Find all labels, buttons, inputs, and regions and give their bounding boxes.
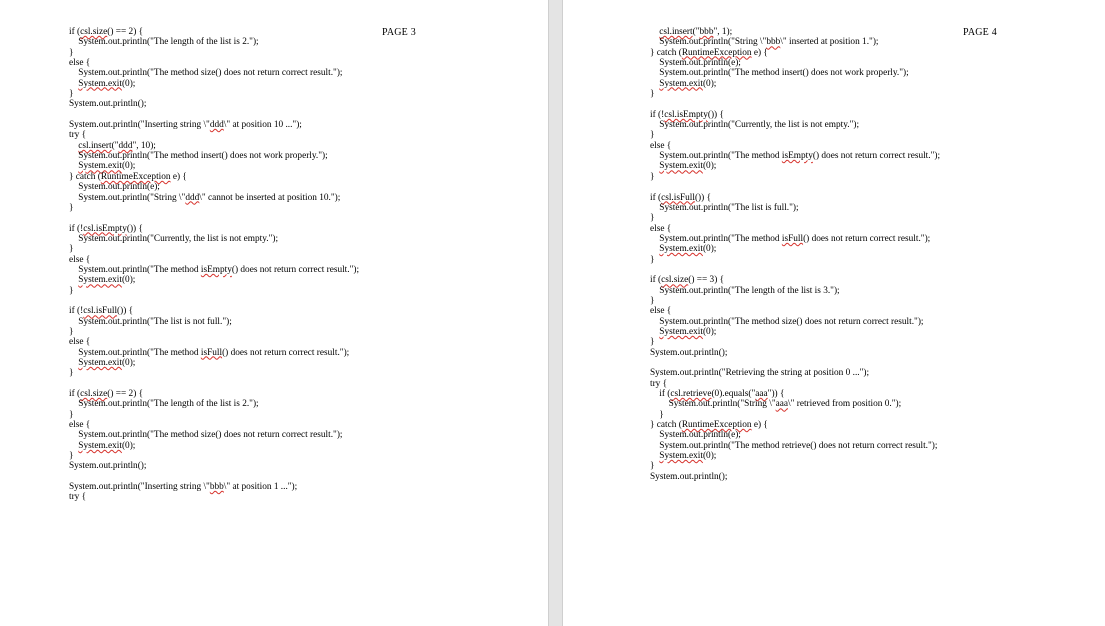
spellcheck-flagged-word: System.exit: [78, 161, 122, 172]
code-line: [69, 368, 359, 378]
code-line: [650, 58, 940, 68]
code-text: try {: [69, 130, 87, 141]
code-text: }: [69, 244, 74, 255]
code-text: } catch (: [69, 171, 101, 182]
spellcheck-flagged-word: bbb: [766, 37, 781, 48]
code-line: [69, 337, 359, 347]
page-number-label: PAGE 4: [963, 27, 997, 38]
code-text: System.out.println("The method size() does not return correct result.");: [69, 430, 343, 441]
code-text: }: [650, 254, 655, 265]
spellcheck-flagged-word: bbb: [699, 27, 714, 37]
code-line: [650, 461, 940, 471]
code-text: System.out.println("The length of the list is 3.");: [650, 285, 840, 296]
code-line: [650, 441, 940, 451]
code-text: }: [650, 337, 655, 348]
spellcheck-flagged-word: aaa: [755, 389, 768, 400]
code-text: if (: [650, 275, 662, 286]
code-text: System.out.println("Retrieving the string at position 0 ...");: [650, 368, 870, 379]
code-line: [650, 306, 940, 316]
spellcheck-flagged-word: System.exit: [659, 161, 703, 172]
code-text: if (!: [650, 109, 665, 120]
code-text: if (!: [69, 306, 84, 317]
code-text: [650, 244, 659, 254]
code-text: System.out.println("The length of the list is 2.");: [69, 37, 259, 48]
code-text: [650, 27, 659, 37]
code-text: [69, 275, 78, 285]
spellcheck-flagged-word: ddd: [118, 140, 133, 151]
code-text: System.out.println("The method: [650, 233, 782, 244]
code-text: System.out.println(e);: [650, 430, 741, 441]
code-text: ", 1);: [713, 27, 733, 37]
code-line: [650, 399, 940, 409]
code-text: if (: [650, 389, 671, 400]
code-text: System.out.println(e);: [69, 182, 160, 193]
code-text: \" at position 1 ...");: [223, 482, 298, 493]
spellcheck-flagged-word: System.exit: [78, 440, 122, 451]
code-text: ()) {: [126, 223, 143, 234]
code-line: [650, 286, 940, 296]
code-text: }: [650, 130, 655, 141]
code-text: }: [69, 368, 74, 379]
code-text: System.out.println("String \": [650, 37, 767, 48]
spellcheck-flagged-word: System.exit: [659, 326, 703, 337]
code-text: System.out.println();: [69, 461, 147, 472]
code-text: System.out.println("The method: [650, 151, 782, 162]
code-text: ()) {: [117, 306, 134, 317]
code-text: () == 2) {: [107, 27, 144, 37]
code-line: [69, 213, 359, 223]
spellcheck-flagged-word: csl.isEmpty: [83, 223, 127, 234]
code-text: ()) {: [707, 109, 724, 120]
code-line: [69, 358, 359, 368]
code-text: (0);: [121, 161, 136, 172]
code-text: [650, 327, 659, 337]
code-line: [69, 120, 359, 130]
code-text: \" cannot be inserted at position 10.");: [199, 192, 341, 203]
code-line: [69, 441, 359, 451]
code-text: \" inserted at position 1.");: [780, 37, 879, 48]
code-line: [650, 193, 940, 203]
code-line: [650, 99, 940, 109]
code-text: (": [111, 140, 119, 151]
code-text: System.out.println(e);: [650, 58, 741, 69]
code-text: System.out.println("Currently, the list is not empty.");: [69, 233, 279, 244]
code-text: else {: [650, 223, 672, 234]
code-text: (0);: [121, 440, 136, 451]
code-line: [69, 89, 359, 99]
code-text: () does not return correct result.");: [231, 264, 360, 275]
code-line: [69, 58, 359, 68]
code-text: (0);: [121, 275, 136, 286]
code-line: [69, 492, 359, 502]
code-text: (0);: [702, 244, 717, 255]
code-text: if (: [69, 389, 81, 400]
code-block[interactable]: [69, 27, 359, 503]
code-line: [650, 48, 940, 58]
code-line: [69, 161, 359, 171]
code-text: }: [650, 295, 655, 306]
code-text: System.out.println();: [650, 471, 728, 482]
code-text: else {: [69, 337, 91, 348]
document-page-4[interactable]: [563, 0, 1105, 626]
code-line: [650, 110, 940, 120]
code-text: else {: [69, 254, 91, 265]
code-text: System.out.println("The method: [69, 264, 201, 275]
spellcheck-flagged-word: System.exit: [78, 275, 122, 286]
code-text: }: [69, 451, 74, 462]
code-text: [69, 358, 78, 368]
spellcheck-flagged-word: System.exit: [659, 78, 703, 89]
code-text: }: [650, 171, 655, 182]
code-line: [69, 48, 359, 58]
code-line: [69, 482, 359, 492]
code-text: System.out.println("The method size() does not return correct result.");: [69, 68, 343, 79]
code-text: System.out.println("The length of the list is 2.");: [69, 399, 259, 410]
code-text: (0);: [702, 326, 717, 337]
code-line: [69, 68, 359, 78]
code-text: else {: [69, 58, 91, 69]
code-line: [69, 255, 359, 265]
code-text: (0).equals(": [711, 389, 756, 400]
code-text: [69, 141, 78, 151]
code-line: [650, 37, 940, 47]
code-text: ")) {: [767, 389, 785, 400]
code-text: e) {: [751, 420, 768, 431]
code-text: if (: [650, 192, 662, 203]
code-line: [650, 430, 940, 440]
code-line: [69, 265, 359, 275]
code-line: [650, 79, 940, 89]
code-line: [650, 368, 940, 378]
code-line: [69, 99, 359, 109]
code-line: [69, 172, 359, 182]
code-text: [650, 79, 659, 89]
code-line: [69, 461, 359, 471]
code-line: [69, 151, 359, 161]
code-line: [650, 89, 940, 99]
spellcheck-flagged-word: csl.size: [80, 389, 108, 400]
code-text: } catch (: [650, 47, 682, 58]
code-text: (0);: [702, 451, 717, 462]
code-text: e) {: [170, 171, 187, 182]
code-line: [650, 472, 940, 482]
code-text: System.out.println("The list is not full.");: [69, 316, 232, 327]
page-number-label: PAGE 3: [382, 27, 416, 38]
spellcheck-flagged-word: System.exit: [78, 78, 122, 89]
spellcheck-flagged-word: isEmpty: [781, 151, 813, 162]
code-line: [69, 472, 359, 482]
code-text: }: [69, 326, 74, 337]
code-line: [69, 327, 359, 337]
code-line: [650, 172, 940, 182]
code-line: [650, 358, 940, 368]
code-line: [650, 182, 940, 192]
code-text: () does not return correct result.");: [222, 347, 350, 358]
code-line: [650, 420, 940, 430]
code-line: [650, 379, 940, 389]
code-line: [69, 275, 359, 285]
code-text: [69, 161, 78, 171]
code-text: } catch (: [650, 420, 682, 431]
code-text: if (: [69, 27, 81, 37]
code-text: try {: [650, 378, 668, 389]
code-text: System.out.println("The method insert() does not work properly.");: [650, 68, 909, 79]
code-line: [69, 79, 359, 89]
code-text: ()) {: [694, 192, 712, 203]
code-line: [69, 193, 359, 203]
spellcheck-flagged-word: csl.insert: [659, 27, 693, 37]
spellcheck-flagged-word: System.exit: [659, 244, 703, 255]
code-text: try {: [69, 492, 87, 503]
code-line: [69, 203, 359, 213]
code-text: }: [650, 409, 664, 420]
code-line: [69, 306, 359, 316]
spellcheck-flagged-word: csl.insert: [78, 140, 112, 151]
spellcheck-flagged-word: bbb: [209, 482, 224, 493]
code-text: ", 10);: [132, 140, 156, 151]
code-line: [69, 244, 359, 254]
code-text: }: [650, 213, 655, 224]
code-text: () does not return correct result.");: [803, 233, 931, 244]
code-line: [650, 203, 940, 213]
code-line: [69, 348, 359, 358]
code-line: [650, 130, 940, 140]
spellcheck-flagged-word: isEmpty: [200, 264, 232, 275]
code-line: [650, 255, 940, 265]
code-line: [650, 317, 940, 327]
document-page-3[interactable]: [0, 0, 548, 626]
spellcheck-flagged-word: csl.retrieve: [670, 389, 712, 400]
code-text: (0);: [121, 358, 136, 368]
code-line: [69, 27, 359, 37]
code-text: System.out.println("The method: [69, 347, 201, 358]
spellcheck-flagged-word: ddd: [185, 192, 200, 203]
code-text: }: [69, 89, 74, 100]
code-text: }: [69, 47, 74, 58]
code-line: [650, 296, 940, 306]
code-line: [650, 141, 940, 151]
code-text: [650, 451, 659, 461]
code-line: [650, 234, 940, 244]
code-line: [69, 110, 359, 120]
spellcheck-flagged-word: csl.isFull: [83, 306, 118, 317]
code-block[interactable]: [650, 27, 940, 482]
code-text: }: [69, 409, 74, 420]
code-line: [650, 27, 940, 37]
code-text: }: [650, 89, 655, 100]
code-line: [69, 399, 359, 409]
code-text: System.out.println("Currently, the list is not empty.");: [650, 120, 860, 131]
code-line: [69, 430, 359, 440]
code-text: \" at position 10 ...");: [223, 120, 302, 131]
spellcheck-flagged-word: RuntimeException: [100, 171, 171, 182]
code-line: [69, 296, 359, 306]
spellcheck-flagged-word: csl.size: [80, 27, 108, 37]
code-text: [69, 441, 78, 451]
code-text: System.out.println();: [69, 99, 147, 110]
code-line: [650, 151, 940, 161]
spellcheck-flagged-word: csl.size: [661, 275, 689, 286]
code-line: [69, 224, 359, 234]
code-text: if (!: [69, 223, 84, 234]
code-line: [69, 379, 359, 389]
code-text: System.out.println("The method insert() does not work properly.");: [69, 151, 328, 162]
code-text: System.out.println("Inserting string \": [69, 120, 210, 131]
code-line: [69, 182, 359, 192]
code-line: [69, 389, 359, 399]
code-text: else {: [650, 306, 672, 317]
spellcheck-flagged-word: RuntimeException: [681, 47, 752, 58]
spellcheck-flagged-word: csl.isEmpty: [664, 109, 708, 120]
code-text: [650, 161, 659, 171]
spellcheck-flagged-word: isFull: [200, 347, 223, 358]
spellcheck-flagged-word: aaa: [775, 399, 789, 410]
code-text: (0);: [702, 161, 717, 172]
spellcheck-flagged-word: csl.isFull: [661, 192, 695, 203]
code-line: [650, 244, 940, 254]
code-line: [650, 451, 940, 461]
code-text: (0);: [121, 78, 136, 89]
spellcheck-flagged-word: RuntimeException: [681, 420, 752, 431]
code-text: e) {: [751, 47, 768, 58]
spellcheck-flagged-word: System.exit: [78, 358, 122, 368]
code-line: [69, 37, 359, 47]
code-text: System.out.println("String \": [69, 192, 186, 203]
code-line: [650, 348, 940, 358]
code-line: [69, 141, 359, 151]
code-line: [650, 213, 940, 223]
code-text: else {: [650, 140, 672, 151]
code-text: }: [69, 202, 74, 213]
code-line: [650, 161, 940, 171]
code-line: [69, 130, 359, 140]
code-text: System.out.println("Inserting string \": [69, 482, 210, 493]
code-text: System.out.println("The method size() does not return correct result.");: [650, 316, 924, 327]
code-text: () == 3) {: [688, 275, 725, 286]
code-text: \" retrieved from position 0.");: [788, 399, 902, 410]
code-text: System.out.println("The method retrieve() does not return correct result.");: [650, 440, 938, 451]
code-line: [69, 410, 359, 420]
code-text: (0);: [702, 78, 717, 89]
code-line: [650, 265, 940, 275]
code-text: () == 2) {: [107, 389, 144, 400]
code-line: [650, 224, 940, 234]
code-text: (": [692, 27, 700, 37]
code-text: () does not return correct result.");: [812, 151, 941, 162]
code-line: [69, 317, 359, 327]
spellcheck-flagged-word: ddd: [209, 120, 224, 131]
code-text: }: [69, 285, 74, 296]
page-gutter: [548, 0, 563, 626]
code-line: [650, 337, 940, 347]
code-text: System.out.println();: [650, 347, 728, 358]
code-line: [650, 410, 940, 420]
code-line: [69, 451, 359, 461]
spellcheck-flagged-word: isFull: [781, 233, 804, 244]
code-line: [69, 420, 359, 430]
code-line: [650, 327, 940, 337]
code-line: [650, 275, 940, 285]
code-line: [650, 389, 940, 399]
code-text: System.out.println("String \": [650, 399, 776, 410]
code-line: [69, 286, 359, 296]
code-line: [650, 68, 940, 78]
code-line: [650, 120, 940, 130]
code-text: else {: [69, 420, 91, 431]
code-text: [69, 79, 78, 89]
spellcheck-flagged-word: System.exit: [659, 451, 703, 462]
code-text: System.out.println("The list is full.");: [650, 202, 799, 213]
code-text: }: [650, 461, 655, 472]
code-line: [69, 234, 359, 244]
